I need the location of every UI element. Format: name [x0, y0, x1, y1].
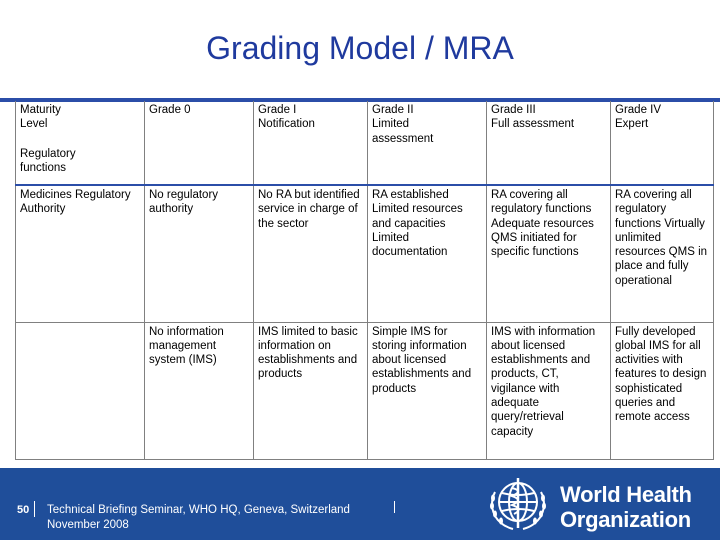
footer-caption — [47, 503, 350, 533]
who-emblem-icon — [487, 474, 549, 534]
footer-divider — [394, 501, 395, 513]
function-cell — [16, 322, 145, 459]
grade-header-4: Grade IV Expert — [611, 101, 714, 185]
table-cell: Fully developed global IMS for all activities with features to design sophisticated queries and remote access — [611, 322, 714, 459]
table-cell: RA established Limited resources and capacities Limited documentation — [368, 185, 487, 322]
table-cell: RA covering all regulatory functions Adequate resources QMS initiated for specific functions — [487, 185, 611, 322]
grade-header-0: Grade 0 — [145, 101, 254, 185]
table-cell: RA covering all regulatory functions Virtually unlimited resources QMS in place and fully operational — [611, 185, 714, 322]
table-cell: IMS limited to basic information on establishments and products — [254, 322, 368, 459]
page-number-divider — [34, 501, 35, 517]
header-maturity-cell — [16, 101, 145, 185]
org-name — [560, 482, 692, 532]
table-cell: No regulatory authority — [145, 185, 254, 322]
table-cell: No information management system (IMS) — [145, 322, 254, 459]
org-name-line-1: World Health — [560, 482, 692, 507]
table-cell: No RA but identified service in charge of the sector — [254, 185, 368, 322]
function-cell: Medicines Regulatory Authority — [16, 185, 145, 322]
org-name-line-2: Organization — [560, 507, 691, 532]
grade-header-2: Grade II Limited assessment — [368, 101, 487, 185]
page-title: Grading Model / MRA — [206, 30, 514, 66]
maturity-level-label: Maturity Level — [20, 104, 61, 131]
table-row — [16, 185, 714, 322]
grade-header-3: Grade III Full assessment — [487, 101, 611, 185]
regulatory-functions-label: Regulatory functions — [20, 147, 76, 174]
header-row — [16, 101, 714, 185]
table-cell: IMS with information about licensed establishments and products, CT, vigilance with adequate query/retrieval capacity — [487, 322, 611, 459]
footer-bar — [0, 468, 720, 540]
footer-line-1: Technical Briefing Seminar, WHO HQ, Geneva, Switzerland — [47, 504, 350, 516]
grade-header-1: Grade I Notification — [254, 101, 368, 185]
page-number: 50 — [17, 504, 30, 516]
table-cell: Simple IMS for storing information about licensed establishments and products — [368, 322, 487, 459]
grading-table — [15, 101, 714, 460]
table-row — [16, 322, 714, 459]
footer-line-2: November 2008 — [47, 519, 129, 531]
